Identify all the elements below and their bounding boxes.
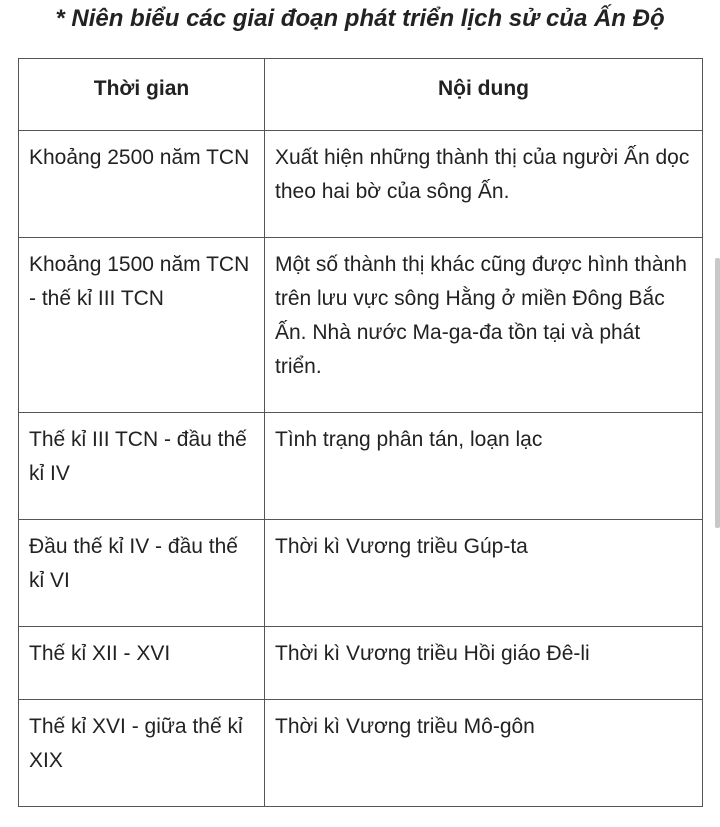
table-header-row <box>19 59 703 131</box>
table-row <box>19 627 703 700</box>
time-cell: Thế kỉ III TCN - đầu thế kỉ IV <box>19 413 265 520</box>
table-row <box>19 520 703 627</box>
content-cell: Thời kì Vương triều Mô-gôn <box>265 700 703 807</box>
table-row <box>19 700 703 807</box>
time-cell: Khoảng 1500 năm TCN - thế kỉ III TCN <box>19 238 265 413</box>
content-cell: Thời kì Vương triều Hồi giáo Đê-li <box>265 627 703 700</box>
column-header-content: Nội dung <box>265 59 703 131</box>
time-cell: Đầu thế kỉ IV - đầu thế kỉ VI <box>19 520 265 627</box>
table-row <box>19 131 703 238</box>
content-cell: Xuất hiện những thành thị của người Ấn dọc theo hai bờ của sông Ấn. <box>265 131 703 238</box>
content-cell: Một số thành thị khác cũng được hình thành trên lưu vực sông Hằng ở miền Đông Bắc Ấn. Nhà nước Ma-ga-đa tồn tại và phát triển. <box>265 238 703 413</box>
table-row <box>19 413 703 520</box>
time-cell: Khoảng 2500 năm TCN <box>19 131 265 238</box>
time-cell: Thế kỉ XVI - giữa thế kỉ XIX <box>19 700 265 807</box>
time-cell: Thế kỉ XII - XVI <box>19 627 265 700</box>
content-cell: Tình trạng phân tán, loạn lạc <box>265 413 703 520</box>
page-title: * Niên biểu các giai đoạn phát triển lịch sử của Ấn Độ <box>55 5 665 32</box>
timeline-table <box>18 58 703 807</box>
table-row <box>19 238 703 413</box>
column-header-time: Thời gian <box>19 59 265 131</box>
content-cell: Thời kì Vương triều Gúp-ta <box>265 520 703 627</box>
scrollbar[interactable] <box>715 258 720 528</box>
